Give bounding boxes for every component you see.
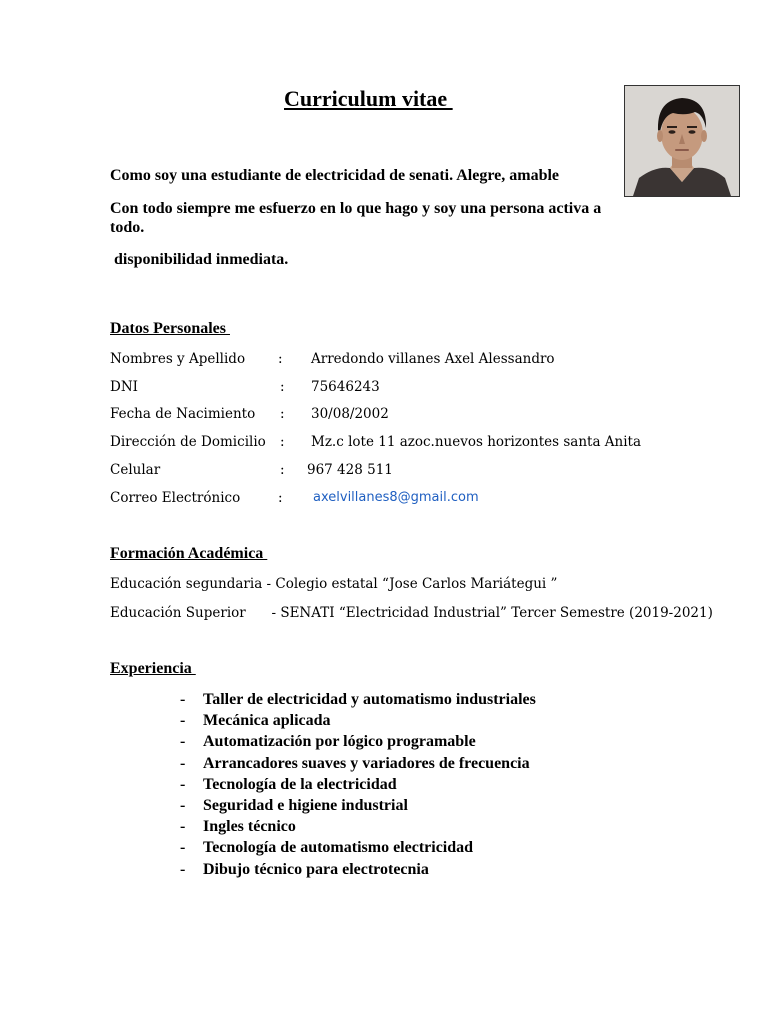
info-value: 75646243 xyxy=(311,379,380,395)
experience-item-label: Tecnología de la electricidad xyxy=(203,775,397,793)
info-colon: : xyxy=(280,434,285,450)
bullet-dash: - xyxy=(180,818,186,836)
email-link[interactable]: axelvillanes8@gmail.com xyxy=(313,490,479,505)
personal-data-heading: Datos Personales xyxy=(110,320,230,337)
info-colon: : xyxy=(278,490,283,506)
experience-item xyxy=(180,816,536,837)
experience-item xyxy=(180,795,536,816)
experience-item-label: Tecnología de automatismo electricidad xyxy=(203,839,474,857)
experience-item xyxy=(180,837,536,858)
bullet-dash: - xyxy=(180,860,186,878)
info-colon: : xyxy=(280,379,285,395)
experience-item-label: Dibujo técnico para electrotecnia xyxy=(203,860,429,878)
intro-line-2a: Con todo siempre me esfuerzo en lo que hago y soy una persona activa a xyxy=(110,200,602,217)
experience-item xyxy=(180,689,536,710)
page-title: Curriculum vitae xyxy=(284,86,453,111)
experience-item-label: Ingles técnico xyxy=(203,818,296,836)
intro-line-2b: todo. xyxy=(110,219,145,236)
info-label: Correo Electrónico xyxy=(110,490,241,506)
info-label: Dirección de Domicilio xyxy=(110,434,266,450)
education-heading: Formación Académica xyxy=(110,545,268,562)
info-colon: : xyxy=(278,351,283,367)
info-label: Nombres y Apellido xyxy=(110,351,246,367)
info-row-phone xyxy=(110,460,750,480)
experience-list xyxy=(180,689,536,880)
info-colon: : xyxy=(280,406,285,422)
intro-line-1: Como soy una estudiante de electricidad de senati. Alegre, amable xyxy=(110,167,560,184)
bullet-dash: - xyxy=(180,796,186,814)
experience-item-label: Taller de electricidad y automatismo industriales xyxy=(203,691,536,708)
info-row-dni xyxy=(110,377,750,397)
info-row-email xyxy=(110,488,750,508)
bullet-dash: - xyxy=(180,712,186,730)
profile-photo-image xyxy=(625,86,739,196)
experience-item xyxy=(180,859,536,880)
bullet-dash: - xyxy=(180,754,186,772)
experience-item xyxy=(180,710,536,731)
intro-line-3: disponibilidad inmediata. xyxy=(110,251,289,268)
bullet-dash: - xyxy=(180,733,186,751)
experience-item-label: Seguridad e higiene industrial xyxy=(203,796,408,814)
experience-item-label: Automatización por lógico programable xyxy=(203,733,476,751)
info-label: Fecha de Nacimiento xyxy=(110,406,256,422)
info-value: 30/08/2002 xyxy=(311,406,389,422)
bullet-dash: - xyxy=(180,691,186,708)
info-row-address xyxy=(110,432,750,452)
info-row-birthdate xyxy=(110,404,750,424)
info-value: 967 428 511 xyxy=(307,462,393,478)
bullet-dash: - xyxy=(180,839,186,857)
experience-item xyxy=(180,753,536,774)
experience-item xyxy=(180,731,536,752)
info-label: Celular xyxy=(110,462,161,478)
bullet-dash: - xyxy=(180,775,186,793)
info-value: Mz.c lote 11 azoc.nuevos horizontes santa Anita xyxy=(311,434,642,450)
info-colon: : xyxy=(280,462,285,478)
experience-item-label: Mecánica aplicada xyxy=(203,712,331,730)
education-row-secondary: Educación segundaria - Colegio estatal “Jose Carlos Mariátegui ” xyxy=(110,576,558,592)
info-value: Arredondo villanes Axel Alessandro xyxy=(311,351,555,367)
education-row-superior: Educación Superior - SENATI “Electricidad Industrial” Tercer Semestre (2019-2021) xyxy=(110,605,713,621)
info-row-name xyxy=(110,349,750,369)
experience-item xyxy=(180,774,536,795)
experience-item-label: Arrancadores suaves y variadores de frecuencia xyxy=(203,754,530,772)
info-label: DNI xyxy=(110,379,138,395)
experience-heading: Experiencia xyxy=(110,660,196,677)
profile-photo xyxy=(624,85,740,197)
